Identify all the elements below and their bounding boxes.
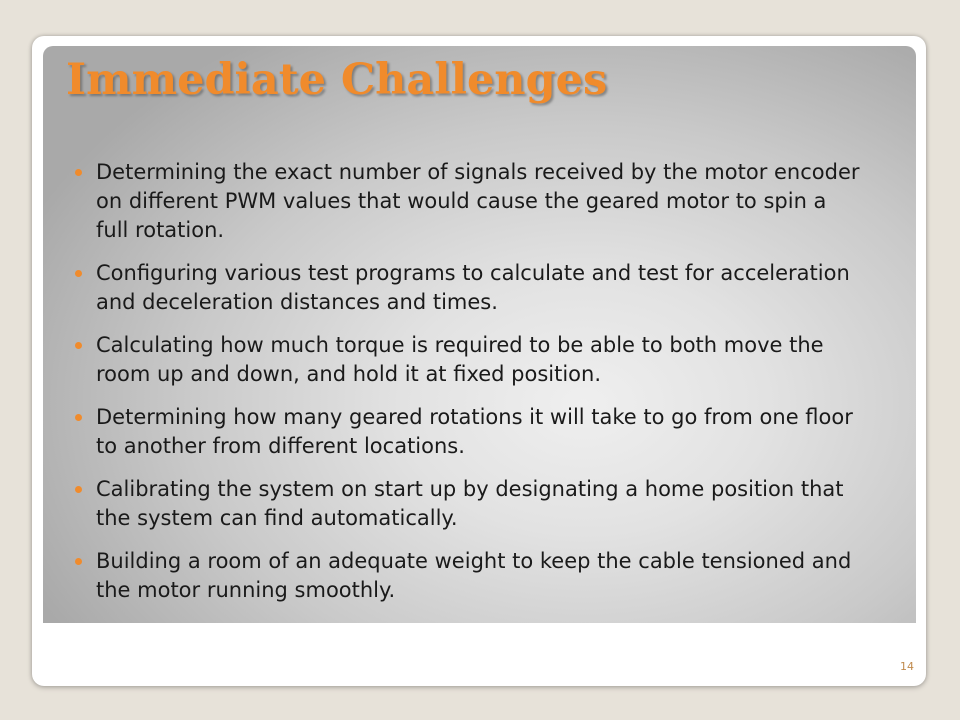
bullet-text: Calculating how much torque is required to be able to both move the room up and down, and hold it at fixed position. xyxy=(96,333,824,386)
bullet-text: Determining the exact number of signals received by the motor encoder on different PWM values that would cause the geared motor to spin a full rotation. xyxy=(96,160,860,242)
bullet-item xyxy=(75,158,865,245)
bullet-list xyxy=(75,158,865,619)
bullet-text: Configuring various test programs to calculate and test for acceleration and deceleration distances and times. xyxy=(96,261,850,314)
bullet-dot-icon xyxy=(75,169,82,176)
bullet-dot-icon xyxy=(75,342,82,349)
bullet-item xyxy=(75,547,865,605)
bullet-dot-icon xyxy=(75,558,82,565)
bullet-item xyxy=(75,475,865,533)
page-number: 14 xyxy=(900,660,914,673)
slide-title: Immediate Challenges xyxy=(66,55,608,105)
bullet-item xyxy=(75,331,865,389)
bullet-text: Determining how many geared rotations it will take to go from one floor to another from different locations. xyxy=(96,405,853,458)
bullet-dot-icon xyxy=(75,270,82,277)
bullet-item xyxy=(75,403,865,461)
bullet-text: Calibrating the system on start up by designating a home position that the system can find automatically. xyxy=(96,477,844,530)
bullet-item xyxy=(75,259,865,317)
bullet-dot-icon xyxy=(75,414,82,421)
bullet-text: Building a room of an adequate weight to keep the cable tensioned and the motor running smoothly. xyxy=(96,549,852,602)
bullet-dot-icon xyxy=(75,486,82,493)
